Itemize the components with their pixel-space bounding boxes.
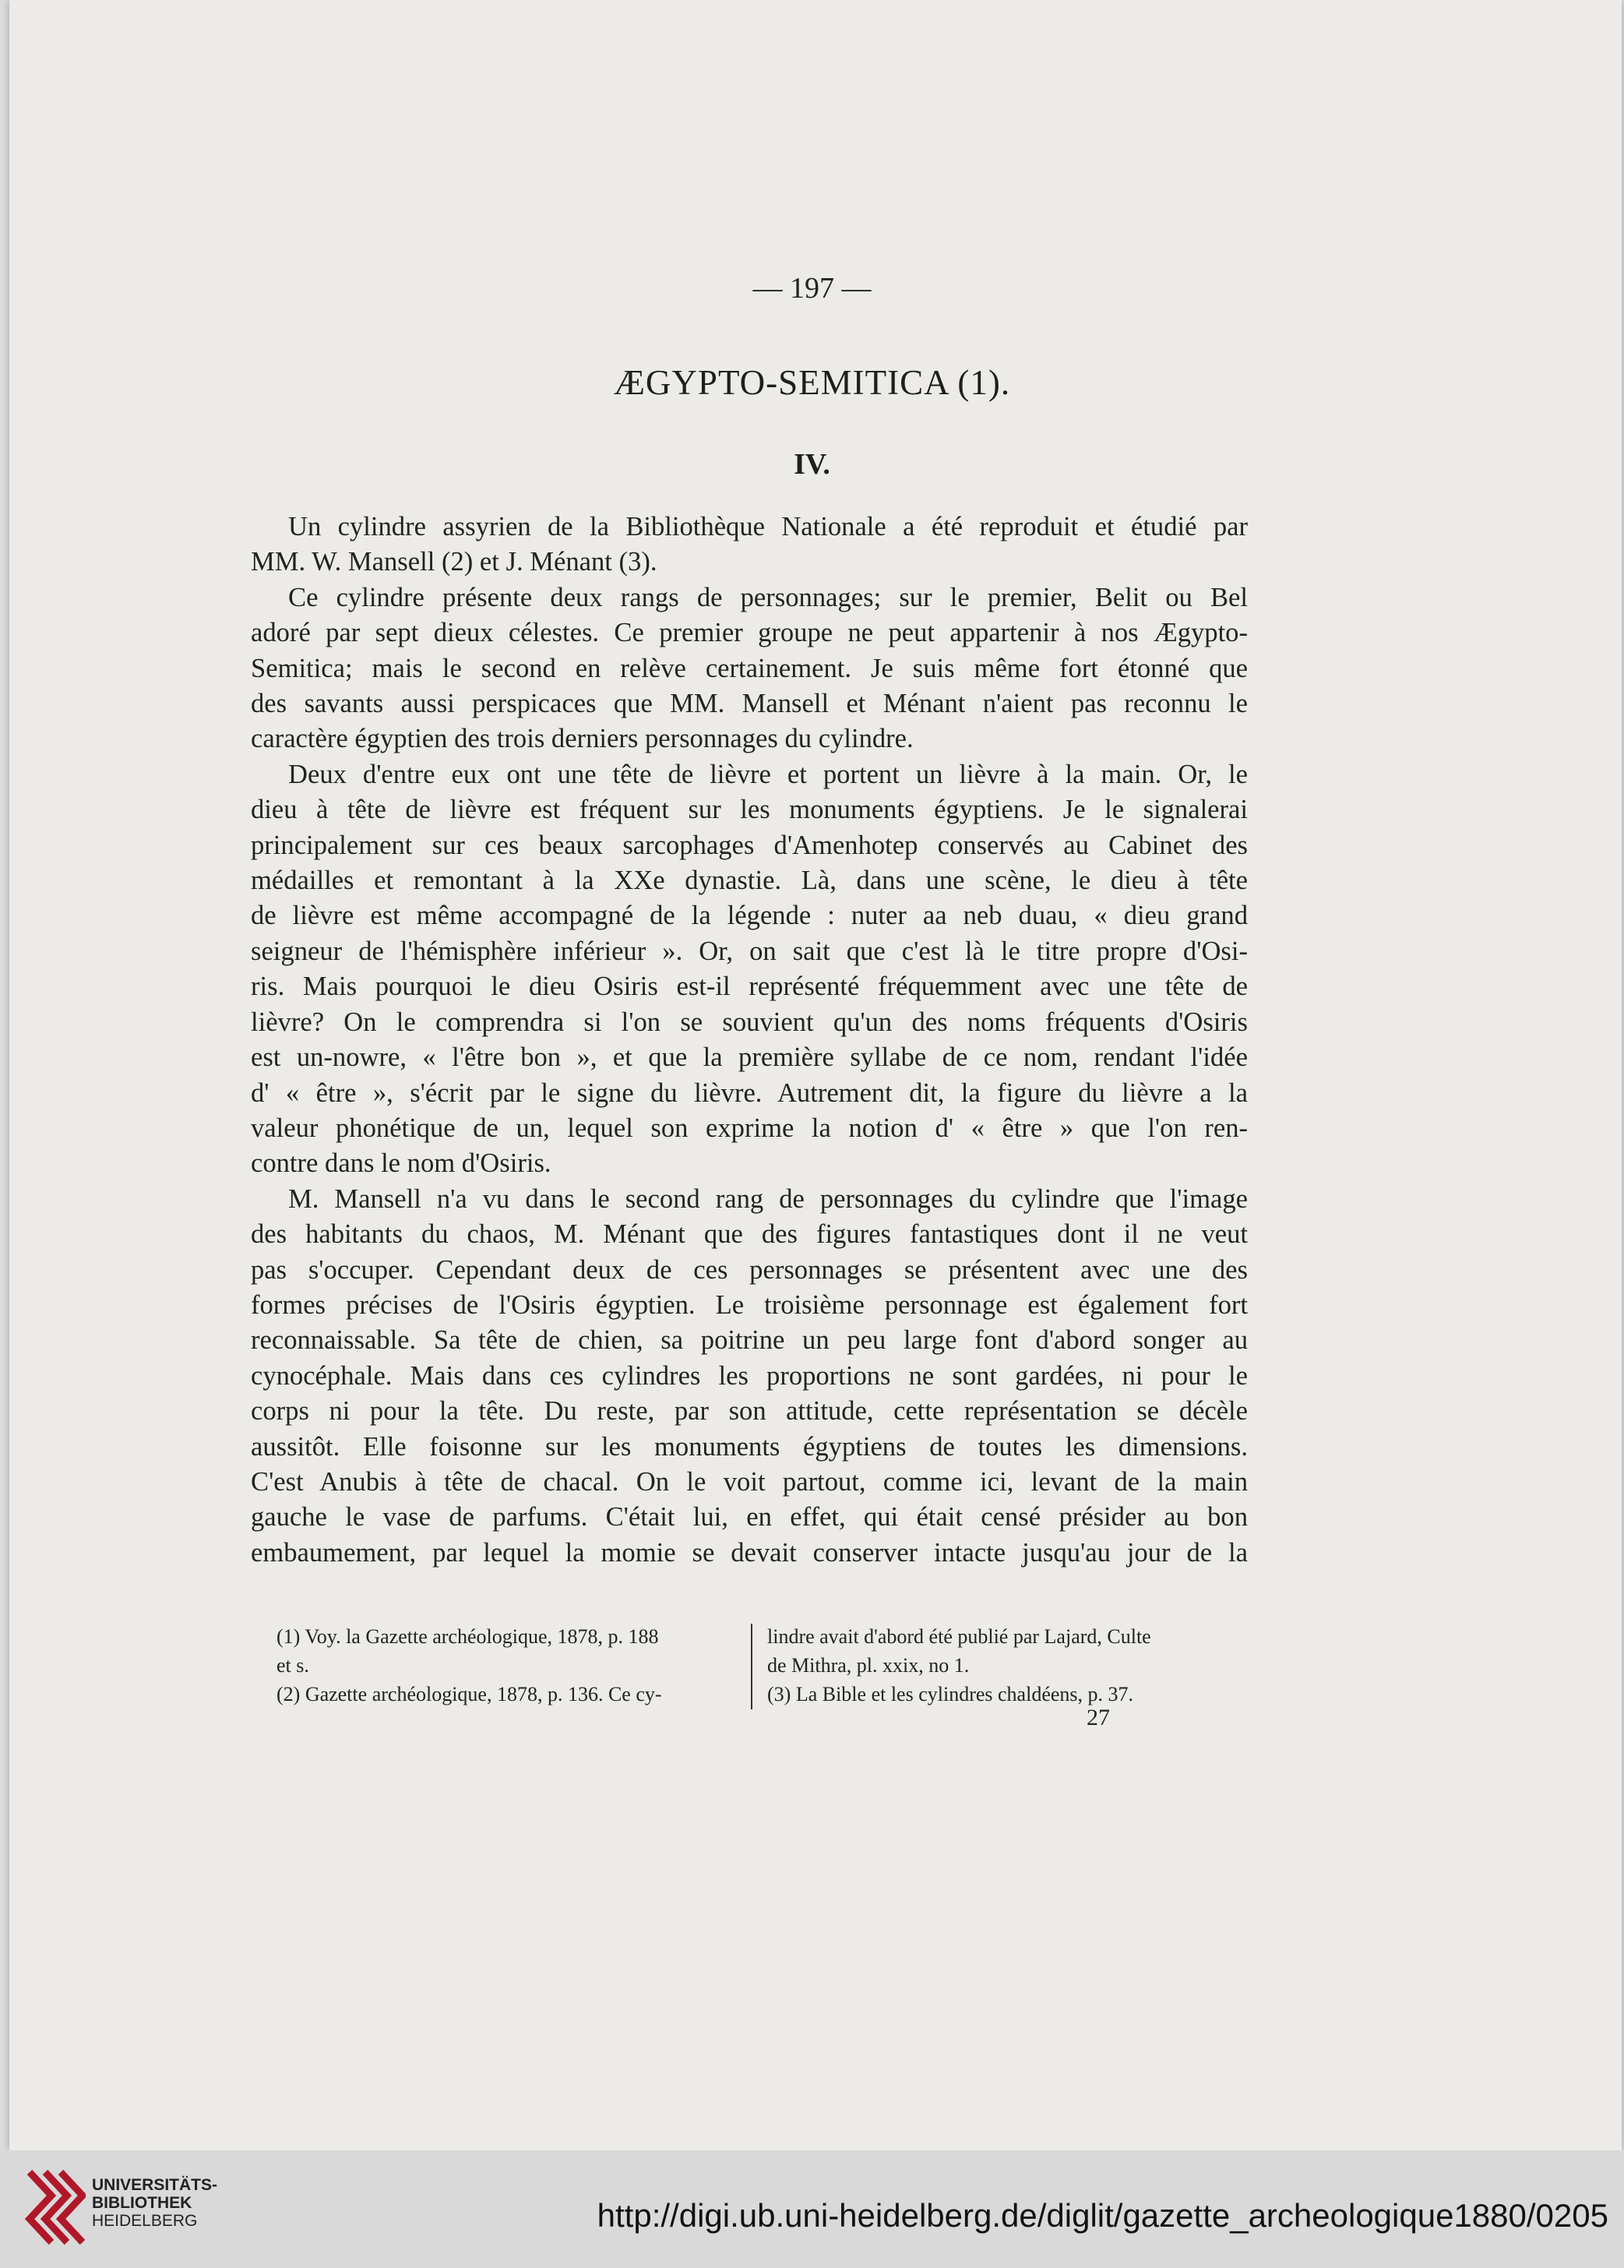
footnote-divider — [751, 1624, 752, 1709]
footnotes-left — [277, 1622, 736, 1709]
text-line: Ce cylindre présente deux rangs de personnages; sur le premier, Belit ou Bel — [288, 582, 1248, 612]
text-line: Un cylindre assyrien de la Bibliothèque Nationale a été reproduit et étudié par — [288, 512, 1248, 541]
text-line: lièvre? On le comprendra si l'on se souvient qu'un des noms fréquents d'Osiris — [251, 1007, 1248, 1037]
text-line: ris. Mais pourquoi le dieu Osiris est-il représenté fréquemment avec une tête de — [251, 972, 1248, 1002]
text-line: adoré par sept dieux célestes. Ce premier groupe ne peut appartenir à nos Ægypto- — [251, 618, 1248, 648]
library-name-line: UNIVERSITÄTS- — [92, 2176, 218, 2194]
text-line: des habitants du chaos, M. Ménant que des figures fantastiques dont il ne veut — [251, 1219, 1248, 1250]
text-line: des savants aussi perspicaces que MM. Mansell et Ménant n'aient pas reconnu le — [251, 689, 1248, 719]
text-line: C'est Anubis à tête de chacal. On le voit partout, comme ici, levant de la main — [251, 1466, 1248, 1497]
source-url-link[interactable]: http://digi.ub.uni-heidelberg.de/diglit/gazette_archeologique1880/0205 — [597, 2197, 1608, 2234]
text-line: d' « être », s'écrit par le signe du lièvre. Autrement dit, la figure du lièvre a la — [251, 1078, 1248, 1108]
text-line: seigneur de l'hémisphère inférieur ». Or, on sait que c'est là le titre propre d'Osi- — [251, 936, 1248, 966]
text-line: caractère égyptien des trois derniers personnages du cylindre. — [251, 724, 914, 754]
text-line: aussitôt. Elle foisonne sur les monuments égyptiens de toutes les dimensions. — [251, 1431, 1248, 1462]
article-title: ÆGYPTO-SEMITICA (1). — [613, 363, 1011, 402]
paragraph-3 — [251, 757, 1248, 1182]
text-line: médailles et remontant à la XXe dynastie. Là, dans une scène, le dieu à tête — [251, 866, 1248, 896]
text-line: Semitica; mais le second en relève certainement. Je suis même fort étonné que — [251, 653, 1248, 683]
library-name-line: BIBLIOTHEK — [92, 2194, 192, 2212]
paragraph-2 — [251, 580, 1248, 757]
text-line: principalement sur ces beaux sarcophages d'Amenhotep conservés au Cabinet des — [251, 830, 1248, 860]
section-heading: IV. — [794, 448, 830, 481]
text-line: MM. W. Mansell (2) et J. Ménant (3). — [251, 547, 657, 577]
page-number: — 197 — — [752, 272, 872, 305]
text-line: valeur phonétique de un, lequel son exprime la notion d' « être » que l'on ren- — [251, 1113, 1248, 1143]
text-line: pas s'occuper. Cependant deux de ces personnages se présentent avec une des — [251, 1254, 1248, 1285]
footnote-line: (1) Voy. la Gazette archéologique, 1878, p. 188 — [277, 1625, 659, 1648]
text-line: de lièvre est même accompagné de la légende : nuter aa neb duau, « dieu grand — [251, 901, 1248, 931]
signature-mark: 27 — [1087, 1705, 1110, 1730]
text-line: reconnaissable. Sa tête de chien, sa poitrine un peu large font d'abord songer au — [251, 1325, 1248, 1356]
footnote-line: (3) La Bible et les cylindres chaldéens, p. 37. — [767, 1683, 1134, 1705]
text-line: cynocéphale. Mais dans ces cylindres les proportions ne sont gardées, ni pour le — [251, 1360, 1248, 1391]
body-text — [251, 510, 1248, 1571]
university-library-logo-icon — [22, 2164, 86, 2249]
footnote-line: lindre avait d'abord été publié par Lajard, Culte — [767, 1625, 1151, 1648]
text-line: contre dans le nom d'Osiris. — [251, 1148, 551, 1179]
library-name-line: HEIDELBERG — [92, 2212, 198, 2230]
text-line: Deux d'entre eux ont une tête de lièvre et portent un lièvre à la main. Or, le — [288, 759, 1248, 789]
text-line: corps ni pour la tête. Du reste, par son attitude, cette représentation se décèle — [251, 1396, 1248, 1427]
paragraph-1 — [251, 510, 1248, 580]
text-line: embaumement, par lequel la momie se devait conserver intacte jusqu'au jour de la — [251, 1537, 1248, 1568]
library-name — [92, 2176, 217, 2230]
footnotes-right — [767, 1622, 1246, 1709]
text-line: formes précises de l'Osiris égyptien. Le troisième personnage est également fort — [251, 1289, 1248, 1320]
text-line: gauche le vase de parfums. C'était lui, en effet, qui était censé présider au bon — [251, 1502, 1248, 1533]
text-line: est un-nowre, « l'être bon », et que la première syllabe de ce nom, rendant l'idée — [251, 1042, 1248, 1073]
footnote-line: et s. — [277, 1654, 309, 1677]
text-line: M. Mansell n'a vu dans le second rang de personnages du cylindre que l'image — [288, 1183, 1248, 1214]
paragraph-4 — [251, 1182, 1248, 1571]
text-line: dieu à tête de lièvre est fréquent sur les monuments égyptiens. Je le signalerai — [251, 795, 1248, 825]
footnote-line: de Mithra, pl. xxix, no 1. — [767, 1654, 970, 1677]
footnote-line: (2) Gazette archéologique, 1878, p. 136. Ce cy- — [277, 1683, 662, 1705]
